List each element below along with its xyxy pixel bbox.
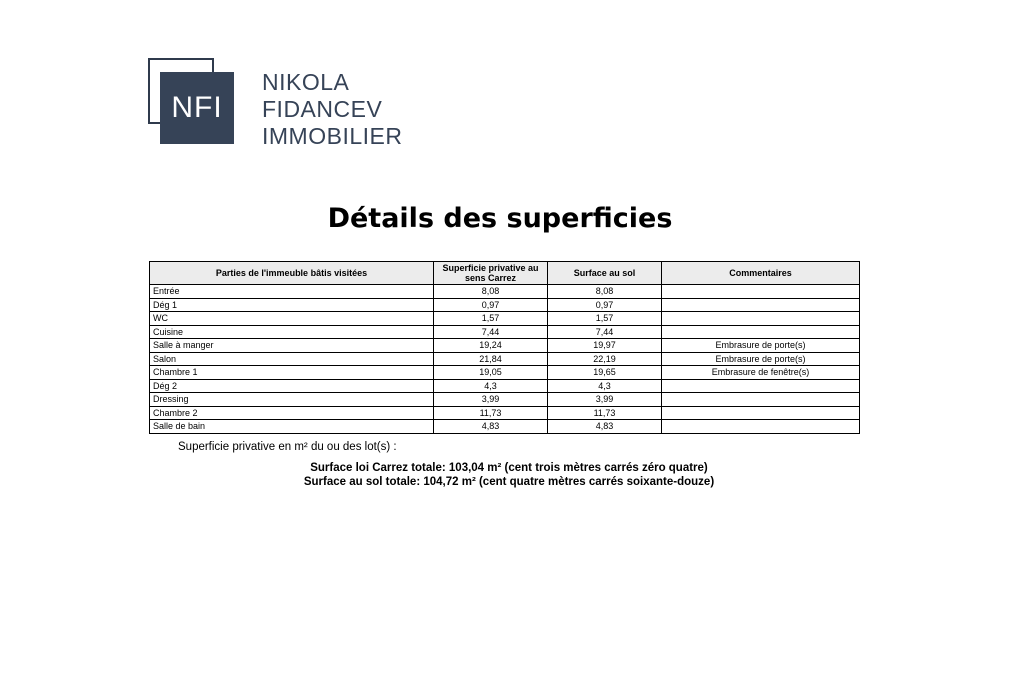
summary-intro: Superficie privative en m² du ou des lot(s) : xyxy=(178,441,397,453)
cell-part: Chambre 2 xyxy=(150,406,434,420)
cell-part: Salle de bain xyxy=(150,420,434,434)
cell-sol: 19,97 xyxy=(548,339,662,353)
table-row xyxy=(150,285,860,299)
cell-carrez: 8,08 xyxy=(434,285,548,299)
table-row xyxy=(150,366,860,380)
table-header-row xyxy=(150,262,860,285)
cell-comment xyxy=(662,406,860,420)
header-sol: Surface au sol xyxy=(548,262,662,285)
cell-carrez: 19,24 xyxy=(434,339,548,353)
cell-part: Cuisine xyxy=(150,325,434,339)
cell-carrez: 11,73 xyxy=(434,406,548,420)
table-row xyxy=(150,325,860,339)
table-row xyxy=(150,393,860,407)
cell-comment: Embrasure de porte(s) xyxy=(662,352,860,366)
table-row xyxy=(150,298,860,312)
cell-sol: 11,73 xyxy=(548,406,662,420)
logo-mark xyxy=(160,72,234,144)
cell-comment xyxy=(662,298,860,312)
cell-sol: 22,19 xyxy=(548,352,662,366)
cell-carrez: 4,3 xyxy=(434,379,548,393)
cell-part: Dressing xyxy=(150,393,434,407)
cell-comment xyxy=(662,325,860,339)
table-row xyxy=(150,420,860,434)
cell-comment xyxy=(662,312,860,326)
cell-comment xyxy=(662,379,860,393)
sol-total: Surface au sol totale: 104,72 m² (cent quatre mètres carrés soixante-douze) xyxy=(303,476,715,488)
logo-line-1: NIKOLA xyxy=(262,69,350,95)
cell-carrez: 4,83 xyxy=(434,420,548,434)
logo-wordmark xyxy=(262,69,432,150)
page-title: Détails des superficies xyxy=(327,203,673,234)
table-row xyxy=(150,406,860,420)
header-carrez: Superficie privative au sens Carrez xyxy=(434,262,548,285)
cell-part: Salle à manger xyxy=(150,339,434,353)
cell-part: WC xyxy=(150,312,434,326)
cell-part: Salon xyxy=(150,352,434,366)
cell-carrez: 19,05 xyxy=(434,366,548,380)
cell-part: Entrée xyxy=(150,285,434,299)
carrez-total: Surface loi Carrez totale: 103,04 m² (cent trois mètres carrés zéro quatre) xyxy=(310,462,708,474)
logo-line-3: IMMOBILIER xyxy=(262,123,403,149)
cell-sol: 3,99 xyxy=(548,393,662,407)
header-comments: Commentaires xyxy=(662,262,860,285)
cell-sol: 8,08 xyxy=(548,285,662,299)
cell-comment xyxy=(662,393,860,407)
table-row xyxy=(150,339,860,353)
cell-sol: 0,97 xyxy=(548,298,662,312)
surface-table xyxy=(149,261,860,434)
cell-sol: 7,44 xyxy=(548,325,662,339)
cell-carrez: 0,97 xyxy=(434,298,548,312)
cell-comment: Embrasure de fenêtre(s) xyxy=(662,366,860,380)
cell-carrez: 7,44 xyxy=(434,325,548,339)
cell-sol: 19,65 xyxy=(548,366,662,380)
table-row xyxy=(150,352,860,366)
cell-carrez: 3,99 xyxy=(434,393,548,407)
cell-comment: Embrasure de porte(s) xyxy=(662,339,860,353)
table-row xyxy=(150,379,860,393)
cell-sol: 1,57 xyxy=(548,312,662,326)
cell-sol: 4,83 xyxy=(548,420,662,434)
cell-comment xyxy=(662,285,860,299)
header-parts: Parties de l'immeuble bâtis visitées xyxy=(150,262,434,285)
company-logo xyxy=(148,58,428,148)
cell-part: Dég 1 xyxy=(150,298,434,312)
table-row xyxy=(150,312,860,326)
cell-carrez: 1,57 xyxy=(434,312,548,326)
cell-part: Dég 2 xyxy=(150,379,434,393)
cell-part: Chambre 1 xyxy=(150,366,434,380)
logo-initials: NFI xyxy=(171,91,223,124)
logo-line-2: FIDANCEV xyxy=(262,96,383,122)
cell-comment xyxy=(662,420,860,434)
cell-sol: 4,3 xyxy=(548,379,662,393)
cell-carrez: 21,84 xyxy=(434,352,548,366)
